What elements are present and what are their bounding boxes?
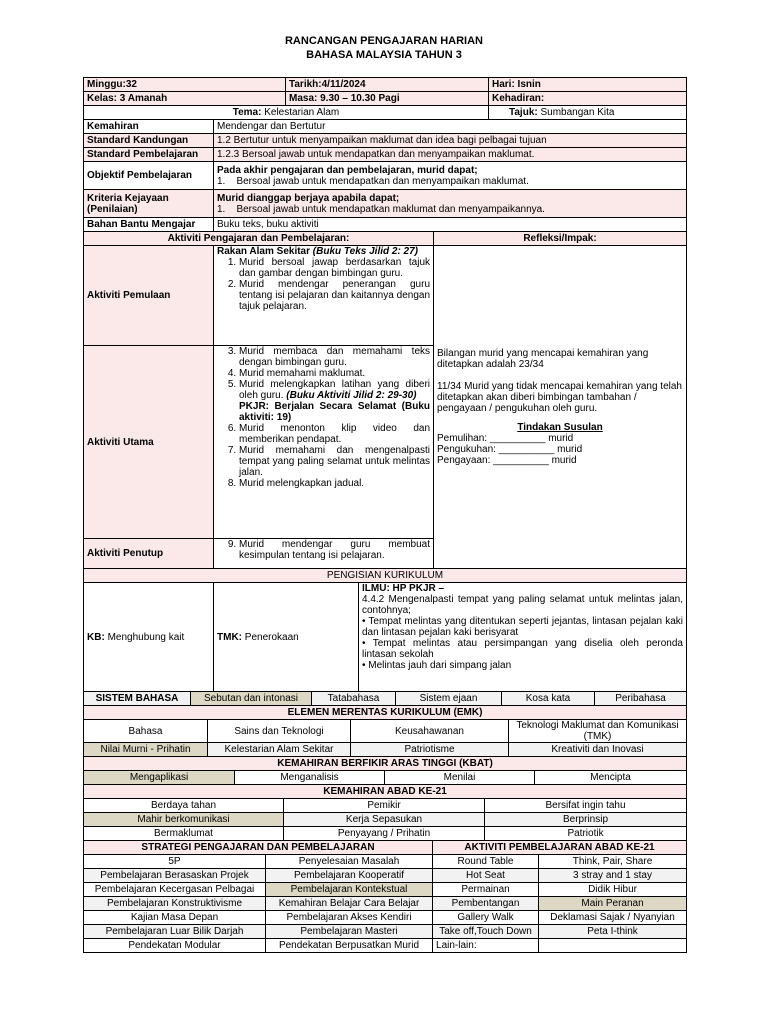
aktiviti-item: Gallery Walk: [433, 911, 539, 925]
emk-item: Kreativiti dan Inovasi: [509, 743, 687, 757]
aktiviti-item: Pembentangan: [433, 897, 539, 911]
aktiviti-item: Permainan: [433, 883, 539, 897]
abad21-item: Berdaya tahan: [84, 799, 284, 813]
kk-value: Murid dianggap berjaya apabila dapat; 1. Bersoal jawab untuk mendapatkan maklumat dan menyampaikannya.: [214, 190, 687, 218]
tarikh: Tarikh:4/11/2024: [286, 78, 489, 92]
masa: Masa: 9.30 – 10.30 Pagi: [286, 92, 489, 106]
strategi-item: Kajian Masa Depan: [84, 911, 266, 925]
sistem-bahasa-item: Kosa kata: [502, 692, 595, 706]
obj-value: Pada akhir pengajaran dan pembelajaran, murid dapat; 1. Bersoal jawab untuk mendapatkan dan menyampaikan maklumat.: [214, 162, 687, 190]
sk-label: Standard Kandungan: [84, 134, 214, 148]
sp-value: 1.2.3 Bersoal jawab untuk mendapatkan dan menyampaikan maklumat.: [214, 148, 687, 162]
kbat-table: [83, 756, 687, 785]
aktiviti-item: Take off,Touch Down: [433, 925, 539, 939]
kurikulum-table: [83, 568, 687, 692]
list-item: 3. Murid membaca dan memahami teks dengan bimbingan guru.: [239, 346, 430, 368]
aktiviti-item: 3 stray and 1 stay: [539, 869, 687, 883]
sistem-bahasa-item: Sistem ejaan: [396, 692, 502, 706]
sistem-bahasa-item: Peribahasa: [595, 692, 687, 706]
lesson-plan: [83, 77, 686, 953]
refleksi-header: Refleksi/Impak:: [434, 232, 687, 246]
sistem-bahasa-item: Tatabahasa: [312, 692, 396, 706]
strategi-item: Pembelajaran Masteri: [266, 925, 433, 939]
refleksi-content: Bilangan murid yang mencapai kemahiran yang ditetapkan adalah 23/34 11/34 Murid yang tidak mencapai kemahiran yang telah ditetapkan akan diberi bimbingan tambahan / pengayaan / pengukuhan oleh guru. Tindakan Susulan Pemulihan: __________ murid Pengukuhan: __________ murid Pengayaan: __________ murid: [434, 246, 687, 569]
aktiviti-item: Lain-lain:: [433, 939, 539, 953]
list-item: 2. Murid mendengar penerangan guru tentang isi pelajaran dan kaitannya dengan tajuk pelajaran.: [239, 279, 430, 312]
abad21-item: Bermaklumat: [84, 827, 284, 841]
kbat-item: Mencipta: [535, 771, 687, 785]
list-item: 6. Murid menonton klip video dan memberikan pendapat.: [239, 423, 430, 445]
strategi-header: STRATEGI PENGAJARAN DAN PEMBELAJARAN: [84, 841, 433, 855]
aktiviti-item: Hot Seat: [433, 869, 539, 883]
utama-content: 3. Murid membaca dan memahami teks dengan bimbingan guru. 4. Murid memahami maklumat. 5. Murid melengkapkan latihan yang diberi oleh guru. (Buku Aktiviti Jilid 2: 29-30) PKJR: Berjalan Secara Selamat (Buku aktiviti: 19) 6. Murid menonton klip video dan memberikan pendapat. 7. Murid memahami dan mengenalpasti tempat yang paling selamat untuk melintas jalan. 8. Murid melengkapkan jadual.: [214, 346, 434, 539]
aktiviti-item: [539, 939, 687, 953]
abad21-item: Pemikir: [284, 799, 485, 813]
list-item: 8. Murid melengkapkan jadual.: [239, 478, 430, 489]
emk-item: Kelestarian Alam Sekitar: [208, 743, 351, 757]
abad21-item: Mahir berkomunikasi: [84, 813, 284, 827]
kelas: Kelas: 3 Amanah: [84, 92, 286, 106]
minggu: Minggu:32: [84, 78, 286, 92]
sistem-bahasa-item: Sebutan dan intonasi: [191, 692, 312, 706]
list-item: 5. Murid melengkapkan latihan yang diberi oleh guru. (Buku Aktiviti Jilid 2: 29-30): [239, 379, 430, 401]
abad21-item: Berprinsip: [485, 813, 687, 827]
strategi-item: Pembelajaran Kontekstual: [266, 883, 433, 897]
sistem-bahasa-table: [83, 691, 687, 706]
aktiviti-item: Didik Hibur: [539, 883, 687, 897]
sistem-bahasa-label: SISTEM BAHASA: [84, 692, 191, 706]
kurikulum-header: PENGISIAN KURIKULUM: [84, 569, 687, 583]
abad21-item: Kerja Sepasukan: [284, 813, 485, 827]
kbat-header: KEMAHIRAN BERFIKIR ARAS TINGGI (KBAT): [84, 757, 687, 771]
hari: Hari: Isnin: [489, 78, 687, 92]
bbm-value: Buku teks, buku aktiviti: [214, 218, 687, 232]
penutup-label: Aktiviti Penutup: [84, 539, 214, 569]
kemahiran-value: Mendengar dan Bertutur: [214, 120, 687, 134]
doc-subtitle: BAHASA MALAYSIA TAHUN 3: [306, 49, 462, 61]
tmk-cell: TMK: Penerokaan: [214, 583, 359, 692]
list-item: 9. Murid mendengar guru membuat kesimpulan tentang isi pelajaran.: [239, 539, 430, 561]
aktiviti-item: Deklamasi Sajak / Nyanyian: [539, 911, 687, 925]
sk-value: 1.2 Bertutur untuk menyampaikan maklumat dan idea bagi pelbagai tujuan: [214, 134, 687, 148]
kk-label: Kriteria Kejayaan (Penilaian): [84, 190, 214, 218]
aktiviti-item: Think, Pair, Share: [539, 855, 687, 869]
tema-cell: Tema: Kelestarian Alam: [84, 106, 489, 120]
sp-label: Standard Pembelajaran: [84, 148, 214, 162]
strategi-item: 5P: [84, 855, 266, 869]
utama-label: Aktiviti Utama: [84, 346, 214, 539]
emk-item: Keusahawanan: [351, 720, 509, 743]
tajuk-cell: Tajuk: Sumbangan Kita: [489, 106, 687, 120]
emk-item: Teknologi Maklumat dan Komunikasi (TMK): [509, 720, 687, 743]
activities-table: [83, 231, 687, 569]
kehadiran: Kehadiran:: [489, 92, 687, 106]
list-item: 7. Murid memahami dan mengenalpasti tempat yang paling selamat untuk melintas jalan.: [239, 445, 430, 478]
pemulaan-content: Rakan Alam Sekitar (Buku Teks Jilid 2: 27) 1. Murid bersoal jawap berdasarkan tajuk dan gambar dengan bimbingan guru. 2. Murid mendengar penerangan guru tentang isi pelajaran dan kaitannya dengan tajuk pelajaran.: [214, 246, 434, 346]
emk-header: ELEMEN MERENTAS KURIKULUM (EMK): [84, 706, 687, 720]
list-item: 4. Murid memahami maklumat.: [239, 368, 430, 379]
bbm-label: Bahan Bantu Mengajar: [84, 218, 214, 232]
abad21-item: Penyayang / Prihatin: [284, 827, 485, 841]
emk-table: [83, 705, 687, 757]
abad21-item: Patriotik: [485, 827, 687, 841]
strategi-item: Pendekatan Berpusatkan Murid: [266, 939, 433, 953]
kb-cell: KB: Menghubung kait: [84, 583, 214, 692]
strategi-item: Pembelajaran Konstruktivisme: [84, 897, 266, 911]
emk-item: Sains dan Teknologi: [208, 720, 351, 743]
obj-label: Objektif Pembelajaran: [84, 162, 214, 190]
aktiviti-item: Main Peranan: [539, 897, 687, 911]
activities-header: Aktiviti Pengajaran dan Pembelajaran:: [84, 232, 434, 246]
kemahiran-label: Kemahiran: [84, 120, 214, 134]
strategi-table: [83, 840, 687, 953]
strategi-item: Pendekatan Modular: [84, 939, 266, 953]
pemulaan-label: Aktiviti Pemulaan: [84, 246, 214, 346]
emk-item: Patriotisme: [351, 743, 509, 757]
abad21-table: [83, 784, 687, 841]
aktiviti-item: Peta I-think: [539, 925, 687, 939]
aktiviti-abad21-header: AKTIVITI PEMBELAJARAN ABAD KE-21: [433, 841, 687, 855]
emk-item: Bahasa: [84, 720, 208, 743]
aktiviti-item: Round Table: [433, 855, 539, 869]
penutup-content: [214, 539, 434, 569]
abad21-item: Bersifat ingin tahu: [485, 799, 687, 813]
list-item: 1. Murid bersoal jawap berdasarkan tajuk dan gambar dengan bimbingan guru.: [239, 257, 430, 279]
kbat-item: Mengaplikasi: [84, 771, 235, 785]
doc-title: RANCANGAN PENGAJARAN HARIAN: [284, 35, 483, 47]
strategi-item: Pembelajaran Kooperatif: [266, 869, 433, 883]
emk-item: Nilai Murni - Prihatin: [84, 743, 208, 757]
strategi-item: Pembelajaran Akses Kendiri: [266, 911, 433, 925]
strategi-item: Kemahiran Belajar Cara Belajar: [266, 897, 433, 911]
strategi-item: Pembelajaran Berasaskan Projek: [84, 869, 266, 883]
kbat-item: Menganalisis: [235, 771, 385, 785]
info-table: [83, 77, 687, 232]
kbat-item: Menilai: [385, 771, 535, 785]
strategi-item: Pembelajaran Luar Bilik Darjah: [84, 925, 266, 939]
strategi-item: Pembelajaran Kecergasan Pelbagai: [84, 883, 266, 897]
ilmu-cell: ILMU: HP PKJR – 4.4.2 Mengenalpasti tempat yang paling selamat untuk melintas jalan, contohnya; • Tempat melintas yang ditentukan seperti jejantas, lintasan pejalan kaki dan lintasan pejalan kaki berisyarat • Tempat melintas atau persimpangan yang diselia oleh peronda lintasan sekolah • Melintas jauh dari simpang jalan: [359, 583, 687, 692]
abad21-header: KEMAHIRAN ABAD KE-21: [84, 785, 687, 799]
strategi-item: Penyelesaian Masalah: [266, 855, 433, 869]
